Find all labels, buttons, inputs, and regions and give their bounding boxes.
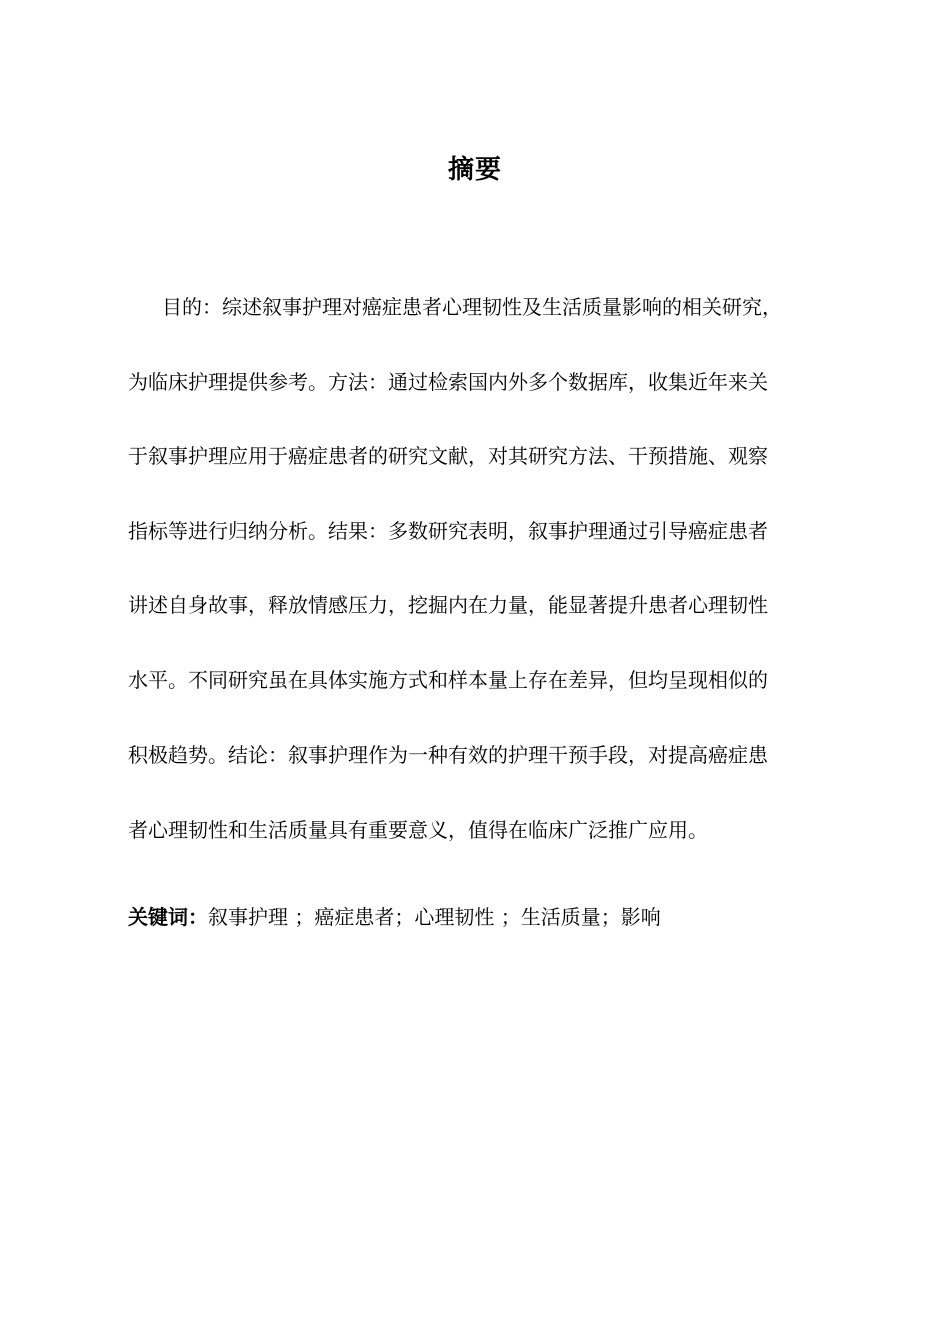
keywords-row bbox=[128, 902, 844, 932]
abstract-line-4: 指标等进行归纳分析。结果：多数研究表明，叙事护理通过引导癌症患者 bbox=[128, 519, 768, 543]
abstract-line-8: 者心理韧性和生活质量具有重要意义，值得在临床广泛推广应用。 bbox=[128, 818, 708, 842]
abstract-line-5: 讲述自身故事，释放情感压力，挖掘内在力量，能显著提升患者心理韧性 bbox=[128, 593, 768, 617]
abstract-title: 摘要 bbox=[447, 155, 502, 185]
abstract-line-7: 积极趋势。结论：叙事护理作为一种有效的护理干预手段，对提高癌症患 bbox=[128, 743, 768, 767]
abstract-line-2: 为临床护理提供参考。方法：通过检索国内外多个数据库，收集近年来关 bbox=[128, 370, 768, 394]
keywords-text: 叙事护理 ；癌症患者；心理韧性 ；生活质量；影响 bbox=[208, 905, 661, 929]
keywords-label: 关键词： bbox=[128, 905, 208, 929]
abstract-line-3: 于叙事护理应用于癌症患者的研究文献，对其研究方法、干预措施、观察 bbox=[128, 444, 768, 468]
abstract-line-6: 水平。不同研究虽在具体实施方式和样本量上存在差异，但均呈现相似的 bbox=[128, 668, 768, 692]
abstract-line-1: 目的：综述叙事护理对癌症患者心理韧性及生活质量影响的相关研究， bbox=[162, 295, 782, 319]
